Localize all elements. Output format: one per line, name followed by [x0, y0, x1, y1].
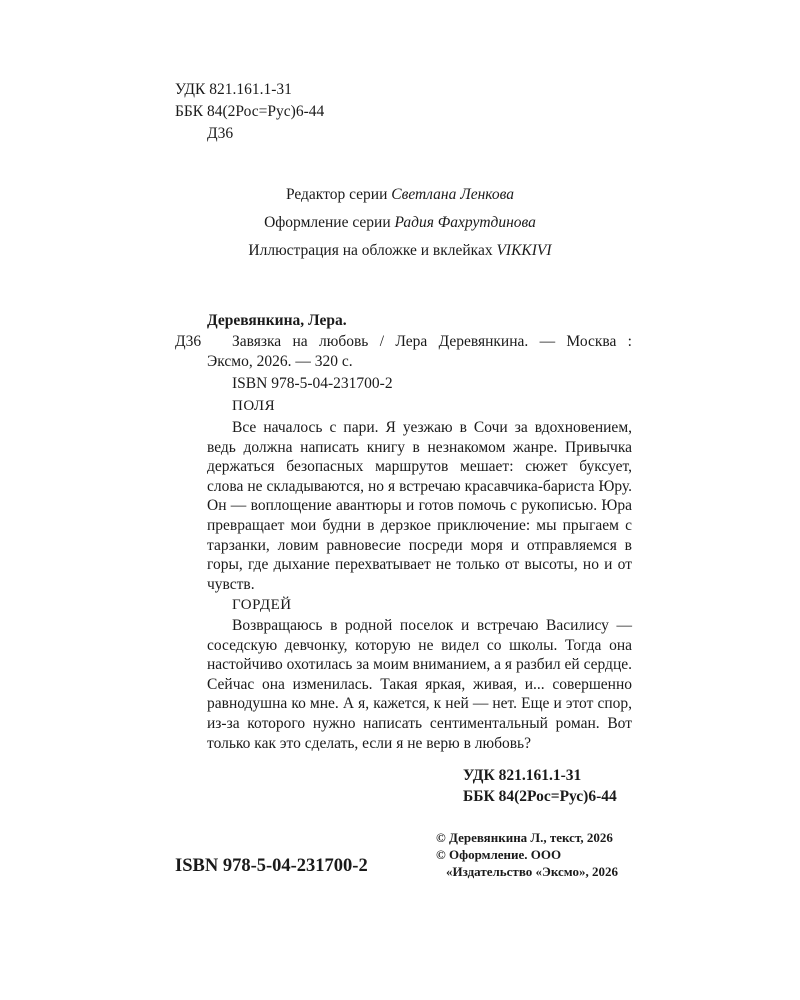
credit-role: Редактор серии — [285, 186, 388, 203]
record-isbn: ISBN 978-5-04-231700-2 — [232, 375, 393, 392]
author-heading: Деревянкина, Лера. — [207, 312, 347, 329]
footer-bbk-code: ББК 84(2Рос=Рус)6-44 — [463, 788, 617, 805]
section-title-polya: ПОЛЯ — [232, 398, 276, 414]
annotation-paragraph-1: Все началось с пари. Я уезжаю в Сочи за вдохновением, ведь должна написать книгу в незнакомом жанре. Привычка держаться безопасных маршрутов мешает: сюжет буксует, слова не складываются, но я встречаю красавчика-бариста Юру. Он — воплощение авантюры и готов помочь с рукописью. Юра превращает мои будни в дерзкое приключение: мы прыгаем с тарзанки, ловим равновесие посреди моря и отправляемся в горы, где дыхание перехватывает не только от высоты, но и от чувств. — [207, 419, 632, 593]
credit-series-editor — [0, 186, 800, 204]
copyright-text: © Деревянкина Л., текст, 2026 — [436, 830, 613, 845]
credit-series-design — [0, 214, 800, 232]
credit-role: Оформление серии — [264, 214, 391, 231]
annotation-paragraph-2: Возвращаюсь в родной поселок и встречаю Василису — соседскую девчонку, которую не видел со школы. Тогда она настойчиво охотилась за моим вниманием, а я разбил ей сердце. Сейчас она изменилась. Такая яркая, живая, и... совершенно равнодушна ко мне. А я, кажется, к ней — нет. Еще и этот спор, из-за которого нужно написать сентиментальный роман. Вот только как это сделать, если я не верю в любовь? — [207, 617, 632, 752]
credit-illustration — [0, 242, 800, 260]
credit-name: VIKKIVI — [496, 242, 552, 259]
record-title-line: Завязка на любовь / Лера Деревянкина. — Москва : — [232, 333, 632, 350]
footer-isbn: ISBN 978-5-04-231700-2 — [175, 856, 368, 876]
bbk-code: ББК 84(2Рос=Рус)6-44 — [175, 103, 325, 120]
record-publisher-line: Эксмо, 2026. — 320 с. — [207, 353, 353, 370]
credit-name: Светлана Ленкова — [391, 186, 515, 203]
author-mark: Д36 — [207, 125, 234, 142]
copyright-publisher: «Издательство «Эксмо», 2026 — [446, 864, 618, 879]
record-author-mark: Д36 — [175, 333, 202, 350]
credit-role: Иллюстрация на обложке и вклейках — [248, 242, 493, 259]
credit-name: Радия Фахрутдинова — [394, 214, 536, 231]
section-title-gordey: ГОРДЕЙ — [232, 597, 292, 613]
udk-code: УДК 821.161.1-31 — [175, 81, 292, 98]
footer-udk-code: УДК 821.161.1-31 — [463, 767, 582, 784]
copyright-design: © Оформление. ООО — [436, 847, 562, 862]
